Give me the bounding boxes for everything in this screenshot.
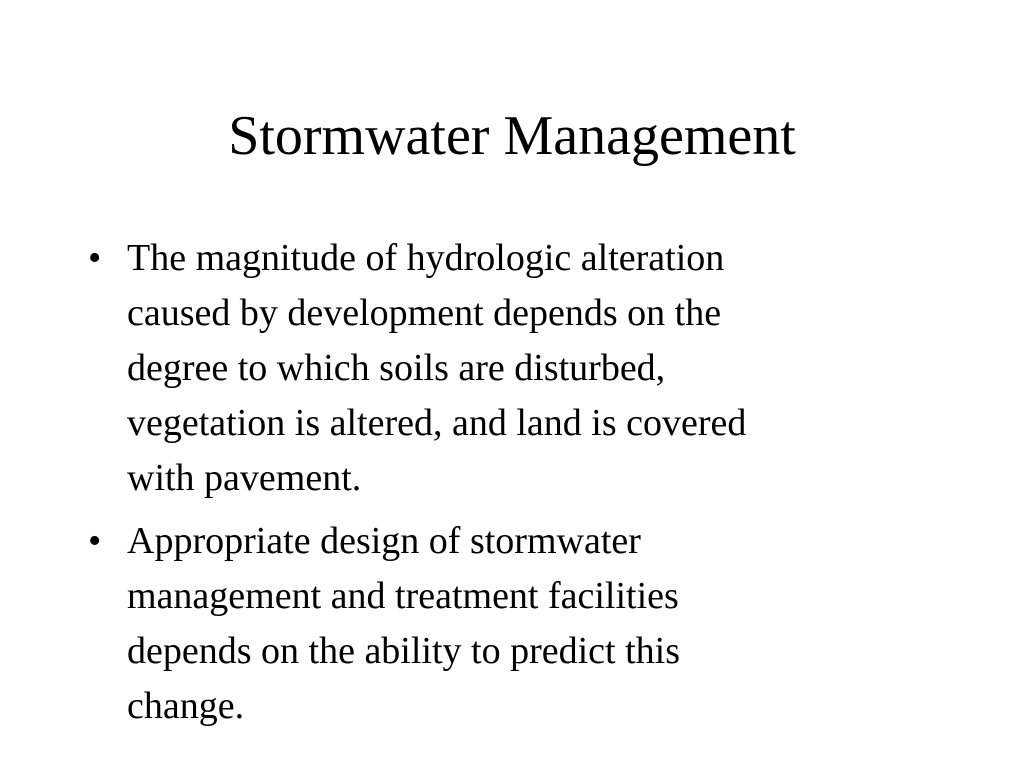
bullet-item [88,514,888,734]
bullet-text-line: The magnitude of hydrologic alteration [127,237,725,279]
bullet-text-line: depends on the ability to predict this [127,630,681,672]
bullet-text-line: with pavement. [127,457,362,499]
bullet-text-line: vegetation is altered, and land is covered [127,402,747,444]
bullet-text-line: management and treatment facilities [127,575,679,617]
bullet-item [88,231,888,506]
bullet-text-line: degree to which soils are disturbed, [127,347,666,389]
bullet-marker: • [88,520,102,562]
bullet-marker: • [88,237,102,279]
bullet-list [88,231,888,742]
slide-title: Stormwater Management [228,105,796,167]
bullet-text-line: Appropriate design of stormwater [127,520,641,562]
bullet-text-line: change. [127,685,245,727]
bullet-text-line: caused by development depends on the [127,292,722,334]
